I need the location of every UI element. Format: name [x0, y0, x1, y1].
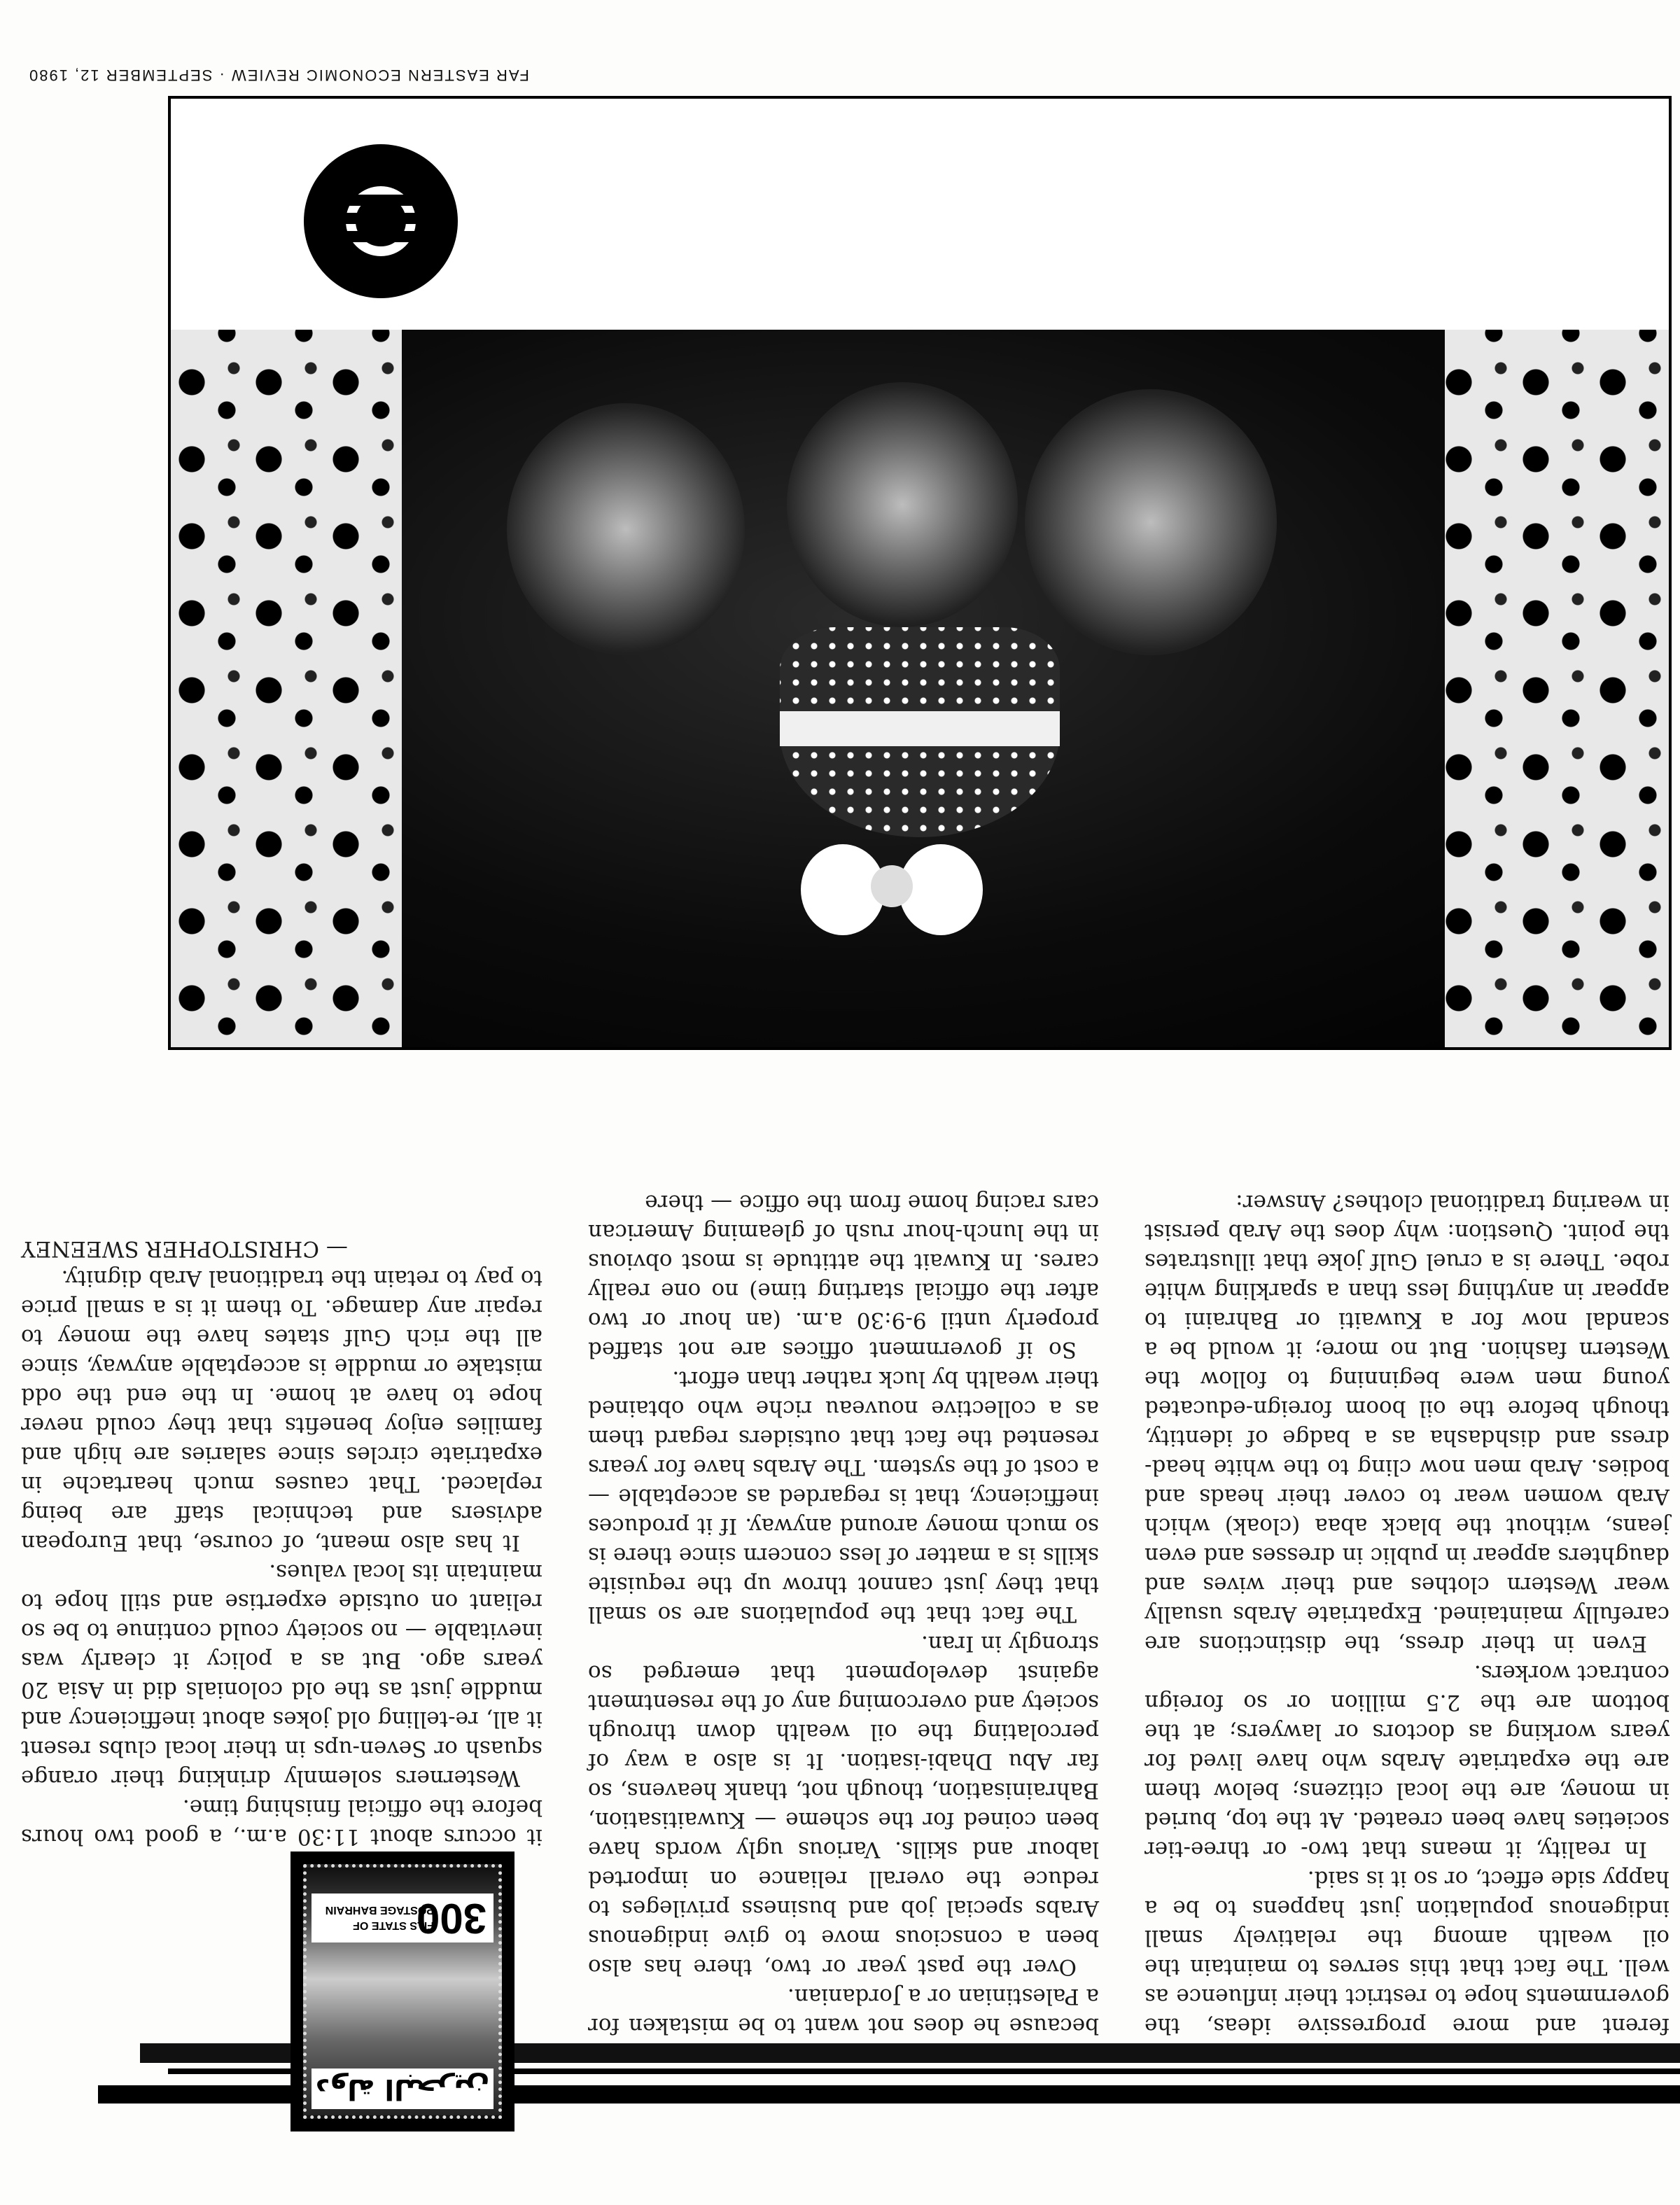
paragraph: It has also meant, of course, that European advisers and technical staff are being replaced. That causes much heartache in expatriate circles since salaries are high and families enjoy benefits that they could never hope to have at home. In the end the odd mistake or muddle is acceptable anyway, since all the rich Gulf states have the money to repair any damage. To them it is a small price to pay to retain the traditional Arab dignity. — [21, 1266, 542, 1555]
mas-logo-icon — [304, 144, 458, 298]
article-column-2 — [588, 1188, 1099, 2040]
child-face — [507, 403, 745, 655]
paragraph: it occurs about 11:30 a.m., a good two hours before the official finishing time. — [21, 1795, 542, 1849]
stamp-label-2: POSTAGE BAHRAIN — [325, 1904, 434, 1916]
paragraph: Westerners solemnly drinking their orange squash or Seven-ups in their local clubs resent it all, re-telling old jokes about inefficiency and muddle just as the old colonials did in Asia 20 years ago. But as a policy it clearly was inevitable — no society could continue to be so reliant on outside expertise and still hope to maintain its local values. — [21, 1560, 542, 1791]
paragraph: ferent and more progressive ideas, the governments hope to restrict their influence as well. The fact that this serves to maintain the oil wealth among the relatively small indigenous population just happens to be a happy side effect, or so it is said. — [1144, 1866, 1670, 2038]
polka-dot-hat — [780, 627, 1060, 837]
paragraph: In reality, it means that two- or three-tier societies have been created. At the top, buried in money, are the local citizens; below them are the expatriate Arabs who have lived for years working as doctors or lawyers; at the bottom are the 2.5 million or so foreign contract workers. — [1144, 1660, 1670, 1862]
white-bow — [801, 830, 983, 949]
hat-band — [780, 711, 1060, 746]
paragraph: Even in their dress, the distinctions are carefully maintained. Expatriate Arabs usually wear Western clothes and their wives and daughters appear in public in dresses and even jeans, without the black abaa (cloak) which Arab women wear to cover their heads and bodies. Arab men now cling to the white head-dress and dishdasha as a badge of identity, though before the oil boom foreign-educated young men were beginning to follow the Western fashion. But no more; it would be a scandal now for a Kuwaiti or Bahraini to appear in anything less than a sparkling white robe. There is a cruel Gulf joke that illustrates the point. Question: why does the Arab persist in wearing traditional clothes? Answer: — [1144, 1190, 1670, 1656]
child-face — [787, 382, 1018, 627]
logo-stripe — [339, 195, 423, 206]
article-column-3 — [21, 1234, 542, 1851]
ad-photo-children — [171, 330, 1669, 1047]
paragraph: Over the past year or two, there has also been a conscious move to give indigenous Arabs special job and business privileges to reduce the overall reliance on imported labour and skills. Various ugly words have been coined for the scheme — Kuwaitisation, Bahrainisation, though not, thank heavens, so far Abu Dhabi-isation. It is also a way of percolating the oil wealth down through society and overcoming any of the resentment against development that emerged so strongly in Iran. — [588, 1631, 1099, 1980]
paragraph: So if government offices are not staffed properly until 9-9:30 a.m. (an hour or two after the official starting time) no one really cares. In Kuwait the attitude is most obvious in the lunch-hour rush of gleaming American cars racing home from the office — there — [588, 1190, 1099, 1362]
article-column-1 — [1144, 1188, 1670, 2040]
paragraph: because he does not want to be mistaken for a Palestinian or a Jordanian. — [588, 1984, 1099, 2038]
page-footer: FAR EASTERN ECONOMIC REVIEW · SEPTEMBER 12, 1980 — [28, 66, 529, 84]
byline: — CHRISTOPHER SWEENEY — [21, 1236, 348, 1261]
logo-stripe — [339, 231, 423, 242]
header-rule-bars — [0, 2040, 1680, 2104]
child-face — [1025, 389, 1277, 655]
stamp-arabic-text: دولة البحرين — [312, 2068, 493, 2109]
article-columns — [0, 1068, 1680, 2040]
stamp-label-1: FILS STATE OF — [353, 1919, 434, 1931]
stamp-value: 300 — [312, 1893, 493, 1942]
batik-pattern — [171, 330, 402, 1047]
batik-pattern — [1445, 330, 1669, 1047]
logo-stripe — [339, 213, 423, 224]
paragraph: The fact that the populations are so small that they just cannot throw up the requisite skills is a matter of less concern since there is so much money around anyway. If it produces inefficiency, that is regarded as acceptable — a cost of the system. The Arabs have for years resented the fact that outsiders regard them as a collective nouveau riche who obtained their wealth by luck rather than effort. — [588, 1366, 1099, 1627]
mas-advertisement — [168, 96, 1672, 1050]
